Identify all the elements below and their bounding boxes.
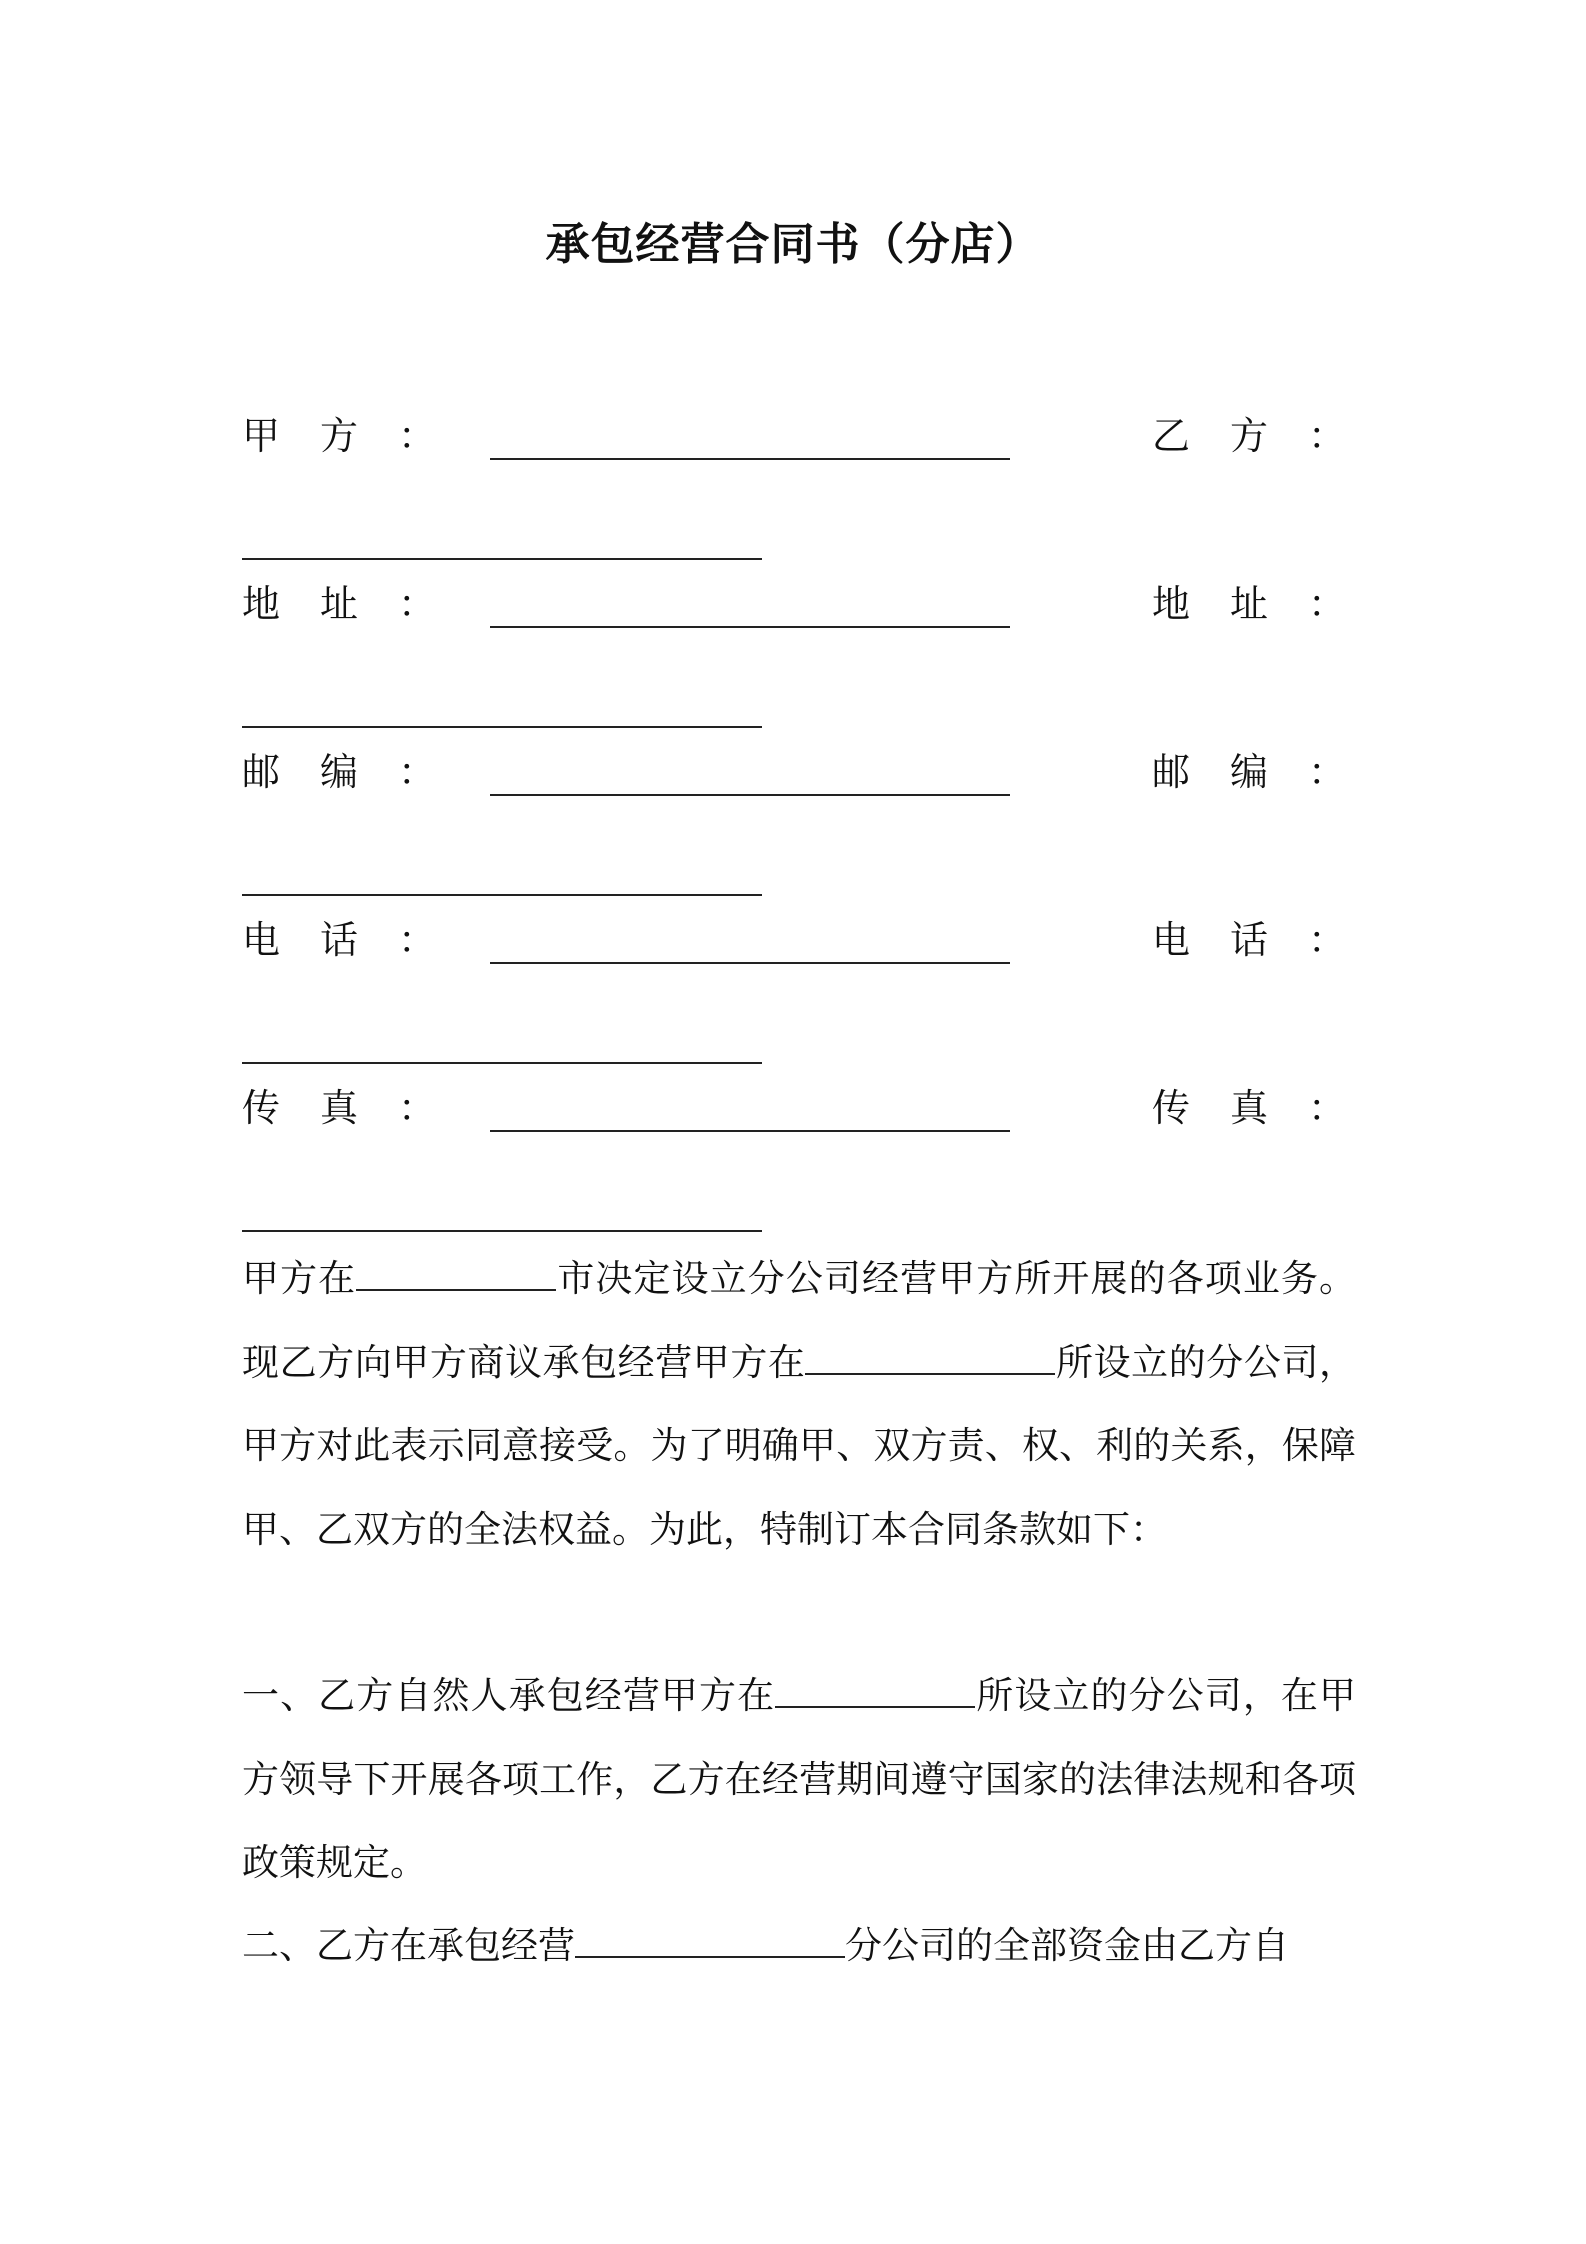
party-b-name-label: 乙方：	[1152, 414, 1387, 458]
party-a-address-label: 地址：	[242, 582, 477, 626]
party-b-phone-label: 电话：	[1152, 918, 1387, 962]
clause-2-text-2: 分公司的全部资金由乙方自	[845, 1924, 1289, 1967]
clause-2-blank	[575, 1926, 845, 1958]
document-title: 承包经营合同书（分店）	[545, 219, 1041, 270]
clause-2-text-1: 二、乙方在承包经营	[242, 1924, 575, 1967]
intro-text-2: 市决定设立分公司经营甲方所开展的各项业务。现乙方向甲方商议承包经营甲方在	[242, 1257, 1356, 1384]
party-b-address-label: 地址：	[1152, 582, 1387, 626]
intro-text-1: 甲方在	[242, 1257, 357, 1300]
party-b-postcode-blank	[242, 894, 762, 896]
phone-row	[242, 914, 1387, 1084]
party-b-fax-blank	[242, 1230, 762, 1232]
clause-1-text-1: 一、乙方自然人承包经营甲方在	[242, 1674, 776, 1717]
party-a-name-label: 甲方：	[242, 414, 477, 458]
party-a-name-blank	[490, 458, 1010, 460]
address-row	[242, 578, 1387, 748]
fax-row	[242, 1082, 1387, 1252]
party-b-postcode-label: 邮编：	[1152, 750, 1387, 794]
clause-1-text-2: 所设立的分公司，在甲方领导下开展各项工作，乙方在经营期间遵守国家的法律法规和各项政策规定。	[242, 1674, 1357, 1884]
party-b-address-blank	[242, 726, 762, 728]
intro-paragraph	[242, 1237, 1356, 1571]
postcode-row	[242, 746, 1387, 916]
intro-text-3: 所设立的分公司，甲方对此表示同意接受。为了明确甲、双方责、权、利的关系，保障甲、乙双方的全法权益。为此，特制订本合同条款如下：	[242, 1340, 1357, 1551]
party-a-fax-blank	[490, 1130, 1010, 1132]
location-blank	[805, 1343, 1055, 1375]
party-b-phone-blank	[242, 1062, 762, 1064]
party-name-row	[242, 410, 1387, 580]
party-b-name-blank	[242, 558, 762, 560]
party-b-fax-label: 传真：	[1152, 1086, 1387, 1130]
clause-1	[242, 1654, 1356, 1905]
party-a-address-blank	[490, 626, 1010, 628]
clause-1-blank	[775, 1676, 975, 1708]
party-a-postcode-blank	[490, 794, 1010, 796]
party-a-phone-label: 电话：	[242, 918, 477, 962]
party-a-phone-blank	[490, 962, 1010, 964]
party-a-postcode-label: 邮编：	[242, 750, 477, 794]
party-a-fax-label: 传真：	[242, 1086, 477, 1130]
clause-2	[242, 1904, 1356, 1988]
city-blank	[356, 1259, 556, 1291]
